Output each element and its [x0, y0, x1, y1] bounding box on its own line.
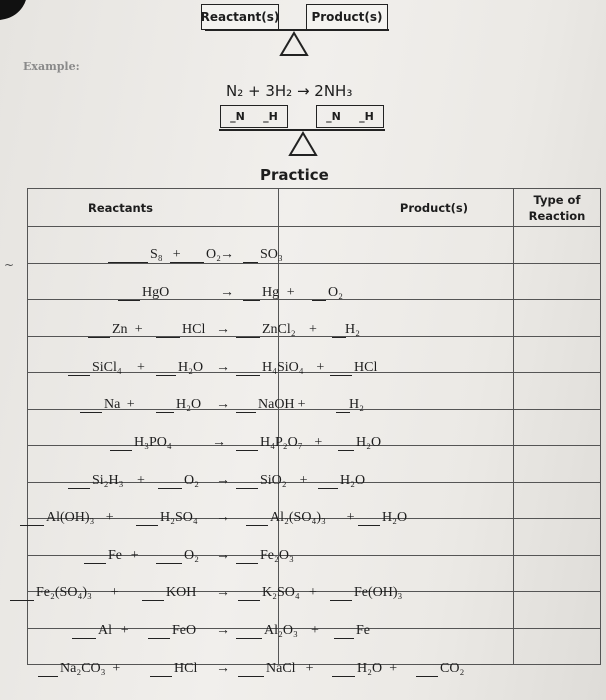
equation-row	[0, 277, 606, 313]
reactant-formula: H₂O	[178, 359, 204, 375]
plus-sign: +	[309, 322, 317, 338]
coefficient-blank[interactable]	[68, 475, 90, 489]
coefficient-blank[interactable]	[236, 625, 262, 639]
example-left-n: _N	[230, 110, 245, 123]
reactant-formula: H₂O	[176, 397, 202, 413]
coefficient-blank[interactable]	[68, 362, 90, 376]
reaction-arrow-icon: →	[220, 284, 234, 300]
coefficient-blank[interactable]	[236, 437, 258, 451]
product-formula: NaCl	[266, 660, 296, 676]
example-left-h: _H	[263, 110, 278, 123]
equation-row	[0, 352, 606, 388]
coefficient-blank[interactable]	[156, 399, 174, 413]
coefficient-blank[interactable]	[10, 587, 34, 601]
coefficient-blank[interactable]	[246, 512, 268, 526]
coefficient-blank[interactable]	[20, 512, 44, 526]
reactant-formula: Fe	[108, 547, 122, 563]
reaction-arrow-icon: →	[216, 359, 230, 375]
example-fulcrum-icon	[288, 131, 318, 157]
reactant-formula: Fe₂(SO₄)₃	[36, 585, 92, 601]
reactant-formula: HCl	[182, 322, 206, 338]
product-formula: Hg	[262, 284, 280, 300]
reaction-arrow-icon: →	[216, 585, 230, 601]
reactant-formula: O₂	[184, 472, 199, 488]
reactant-formula: KOH	[166, 585, 197, 601]
reaction-arrow-icon: →	[216, 510, 230, 526]
reaction-arrow-icon: →	[216, 472, 230, 488]
plus-sign: +	[305, 660, 314, 676]
header-reactants: Reactants	[28, 189, 279, 227]
product-formula: CO₂	[440, 660, 465, 676]
header-products: Product(s)	[279, 189, 514, 227]
plus-sign: +	[112, 660, 121, 676]
plus-sign: +	[126, 397, 135, 413]
coefficient-blank[interactable]	[136, 512, 158, 526]
reactant-formula: HgO	[142, 284, 170, 300]
coefficient-blank[interactable]	[358, 512, 380, 526]
coefficient-blank[interactable]	[332, 663, 355, 677]
equation-row	[0, 577, 606, 613]
coefficient-blank[interactable]	[118, 287, 140, 301]
plus-sign: +	[297, 397, 306, 413]
coefficient-blank[interactable]	[170, 249, 204, 263]
reaction-arrow-icon: →	[220, 247, 234, 262]
reactant-formula: Na₂CO₃	[60, 660, 106, 676]
plus-sign: +	[316, 359, 325, 375]
coefficient-blank[interactable]	[334, 625, 354, 639]
coefficient-blank[interactable]	[148, 625, 170, 639]
coefficient-blank[interactable]	[88, 324, 110, 338]
plus-sign: +	[346, 510, 355, 526]
coefficient-blank[interactable]	[243, 249, 258, 263]
plus-sign: +	[137, 359, 145, 375]
plus-sign: +	[134, 322, 143, 338]
product-formula: H₄SiO₄	[262, 359, 304, 375]
coefficient-blank[interactable]	[156, 324, 180, 338]
product-formula: H₂O	[340, 472, 366, 488]
reactant-formula: SiCl₄	[92, 359, 122, 375]
example-left-box	[220, 105, 288, 128]
coefficient-blank[interactable]	[236, 550, 258, 564]
example-label: Example:	[23, 60, 80, 73]
coefficient-blank[interactable]	[332, 324, 346, 338]
example-equation: N₂ + 3H₂ → 2NH₃	[226, 82, 353, 100]
plus-sign: +	[309, 585, 317, 601]
coefficient-blank[interactable]	[84, 550, 106, 564]
plus-sign: +	[120, 623, 129, 638]
reactant-formula: Al(OH)₃	[46, 510, 95, 526]
product-formula: H₂O	[356, 435, 382, 450]
header-type-line1: Type of	[533, 192, 581, 207]
coefficient-blank[interactable]	[158, 475, 182, 489]
coefficient-blank[interactable]	[312, 287, 326, 301]
plus-sign: +	[299, 472, 308, 488]
equation-row	[0, 389, 606, 425]
product-formula: Fe	[356, 623, 370, 638]
example-right-box	[316, 105, 384, 128]
plus-sign: +	[286, 284, 295, 300]
plus-sign: +	[314, 435, 323, 450]
coefficient-blank[interactable]	[236, 362, 260, 376]
product-formula: Fe(OH)₃	[354, 585, 403, 601]
reactant-formula: FeO	[172, 623, 197, 638]
product-formula: SO₃	[260, 247, 283, 262]
coefficient-blank[interactable]	[238, 663, 264, 677]
product-formula: ZnCl₂	[262, 322, 296, 338]
coefficient-blank[interactable]	[110, 437, 132, 451]
coefficient-blank[interactable]	[338, 437, 354, 451]
product-formula: NaOH	[258, 397, 295, 413]
header-type	[514, 189, 601, 227]
product-formula: Fe₂O₃	[260, 547, 294, 563]
reactant-formula: H₃PO₄	[134, 435, 172, 450]
reactant-formula: H₂SO₄	[160, 510, 198, 526]
product-formula: H₂	[345, 322, 360, 338]
reactant-formula: O₂	[184, 547, 199, 563]
coefficient-blank[interactable]	[108, 249, 148, 263]
reactant-formula: HCl	[174, 660, 198, 676]
equation-row	[0, 465, 606, 501]
coefficient-blank[interactable]	[336, 399, 350, 413]
reactants-header-box: Reactant(s)	[201, 4, 279, 30]
coefficient-blank[interactable]	[38, 663, 58, 677]
product-formula: SiO₂	[260, 472, 287, 488]
equation-row	[0, 427, 606, 463]
plus-sign: +	[172, 247, 181, 262]
product-formula: Al₂(SO₄)₃	[270, 510, 326, 526]
coefficient-blank[interactable]	[150, 663, 172, 677]
reactant-formula: Na	[104, 397, 121, 413]
example-right-h: _H	[359, 110, 374, 123]
coefficient-blank[interactable]	[156, 362, 176, 376]
coefficient-blank[interactable]	[330, 587, 352, 601]
reaction-arrow-icon: →	[216, 623, 230, 638]
fulcrum-triangle-icon	[279, 31, 309, 57]
product-formula: H₂O	[382, 510, 408, 526]
coefficient-blank[interactable]	[238, 587, 260, 601]
product-formula: H₂O	[357, 660, 383, 676]
equation-row	[0, 314, 606, 350]
reaction-arrow-icon: →	[212, 435, 226, 450]
coefficient-blank[interactable]	[416, 663, 438, 677]
reactant-formula: S₈	[150, 247, 163, 262]
coefficient-blank[interactable]	[318, 475, 338, 489]
coefficient-blank[interactable]	[330, 362, 352, 376]
products-header-box: Product(s)	[306, 4, 388, 30]
reaction-arrow-icon: →	[216, 322, 230, 338]
plus-sign: +	[137, 472, 145, 488]
reactant-formula: O₂	[206, 247, 221, 262]
product-formula: K₂SO₄	[262, 585, 300, 601]
plus-sign: +	[130, 547, 139, 563]
equation-row	[0, 239, 606, 275]
equation-row	[0, 615, 606, 651]
product-formula: H₄P₂O₇	[260, 435, 303, 450]
page-corner-shadow	[0, 0, 32, 22]
coefficient-blank[interactable]	[142, 587, 164, 601]
product-formula: HCl	[354, 359, 378, 375]
product-formula: H₂	[349, 397, 364, 413]
plus-sign: +	[110, 585, 119, 601]
coefficient-blank[interactable]	[243, 287, 260, 301]
example-right-n: _N	[326, 110, 341, 123]
reaction-arrow-icon: →	[216, 660, 230, 676]
header-type-line2: Reaction	[528, 208, 586, 223]
product-formula: Al₂O₃	[264, 623, 298, 638]
coefficient-blank[interactable]	[156, 550, 182, 564]
reactant-formula: Si₂H₃	[92, 472, 124, 488]
plus-sign: +	[311, 623, 319, 638]
reactant-formula: Al	[98, 623, 112, 638]
coefficient-blank[interactable]	[80, 399, 102, 413]
plus-sign: +	[105, 510, 114, 526]
coefficient-blank[interactable]	[236, 324, 260, 338]
reaction-arrow-icon: →	[216, 397, 230, 413]
coefficient-blank[interactable]	[236, 475, 258, 489]
equation-row	[0, 653, 606, 689]
reaction-arrow-icon: →	[216, 547, 230, 563]
product-formula: O₂	[328, 284, 343, 300]
plus-sign: +	[389, 660, 398, 676]
equation-row	[0, 502, 606, 538]
margin-mark: ~	[4, 258, 15, 272]
coefficient-blank[interactable]	[72, 625, 96, 639]
coefficient-blank[interactable]	[236, 399, 256, 413]
reactant-formula: Zn	[112, 322, 128, 338]
equation-row	[0, 540, 606, 576]
practice-title: Practice	[260, 166, 329, 184]
